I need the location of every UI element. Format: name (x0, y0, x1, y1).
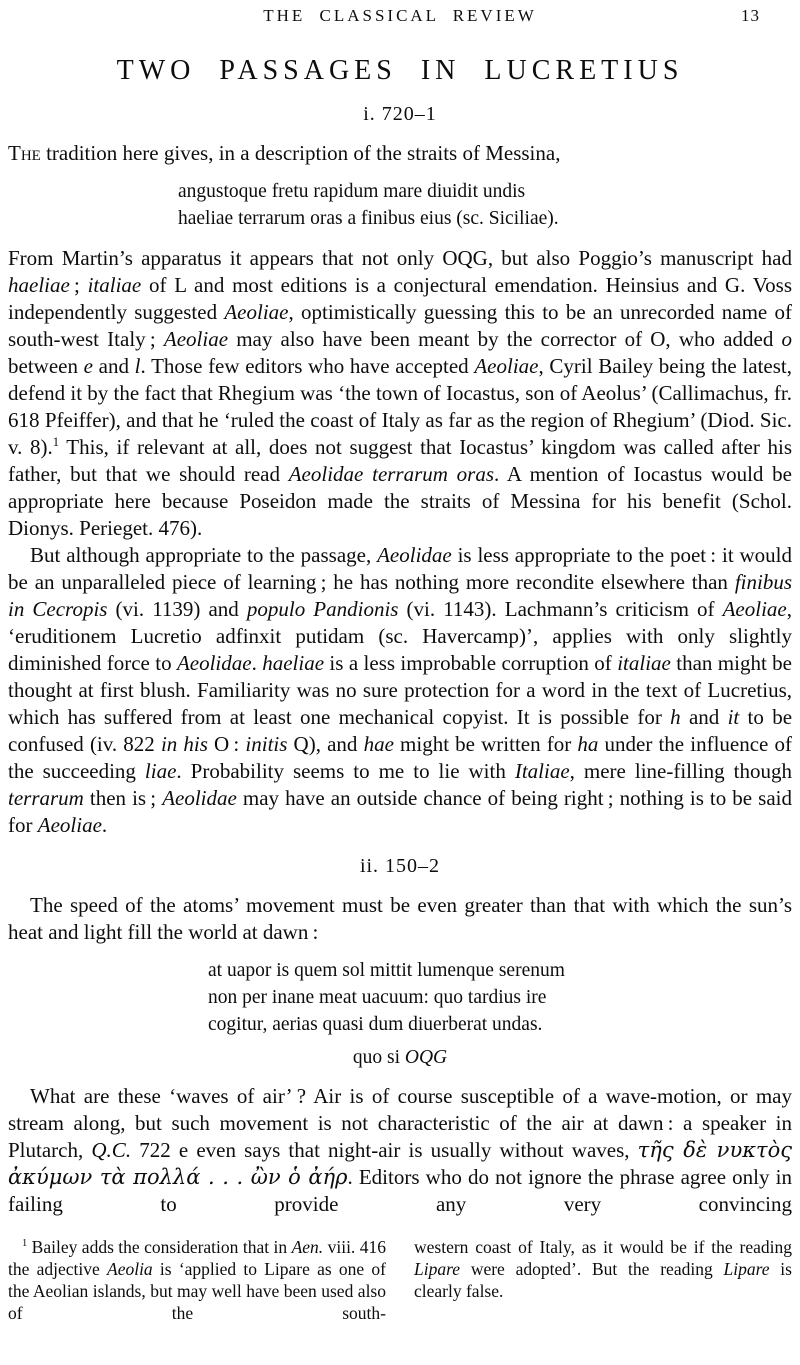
section-heading-ii: ii. 150–2 (359, 855, 441, 877)
section-heading-i: i. 720–1 (363, 103, 437, 125)
section-ii-paragraph-1: What are these ‘waves of air’ ? Air is of course susceptible of a wave-motion, or may stream along, but such movement is not characteristic of the air at dawn : a speaker in Plutarch, Q.C. 722 e even says that night-air is usually without waves, τῆς δὲ νυκτὸς ἀκύμων τὰ πολλά . . . ὢν ὁ ἀήρ. Editors who do not ignore the phrase agree only in failing to provide any very convincing (8, 1084, 793, 1216)
section-i-paragraph-2: But although appropriate to the passage, Aeolidae is less appropriate to the poet : it would be an unparalleled piece of learning ; he has nothing more recondite elsewhere than finibus in Cecropis (vi. 1139) and populo Pandionis (vi. 1143). Lachmann’s criticism of Aeoliae, ‘eruditionem Lucretio adfinxit putidam (sc. Havercamp)’, applies with only slightly diminished force to Aeolidae. haeliae is a less improbable corruption of italiae than might be thought at first blush. Familiarity was no sure protection for a word in the text of Lucretius, which has suffered from at least one mechanical copyist. It is possible for h and it to be confused (iv. 822 in his O : initis Q), and hae might be written for ha under the influence of the succeeding liae. Probability seems to me to lie with Italiae, mere line-filling though terrarum then is ; Aeolidae may have an outside chance of being right ; nothing is to be said for Aeoliae. (8, 543, 793, 837)
footnote-column-left: $^1$ Bailey adds the consideration that in Aen. viii. 416 the adjective Aeolia is ‘applied to Lipare as one of the Aeolian islands, but may well have been used also of the south- (8, 1237, 386, 1323)
verse-line: haeliae terrarum oras a finibus eius (sc. Siciliae). (178, 208, 559, 229)
footnote-column-right: western coast of Italy, as it would be if the reading Lipare were adopted’. But the reading Lipare is clearly false. (414, 1237, 792, 1301)
latin-quotation-ii (208, 957, 792, 1038)
apparatus-note: quo si OQG (352, 1047, 448, 1068)
verse-line: non per inane meat uacuum: quo tardius ire (208, 987, 547, 1008)
section-ii-intro: The speed of the atoms’ movement must be even greater than that with which the sun’s heat and light fill the world at dawn : (8, 893, 792, 944)
page-number: 13 (741, 6, 760, 25)
latin-quotation-i (178, 178, 792, 232)
footnotes (8, 1236, 792, 1324)
article-title: TWO PASSAGES IN LUCRETIUS (116, 55, 684, 86)
verse-line: angustoque fretu rapidum mare diuidit undis (178, 181, 526, 202)
journal-title: THE CLASSICAL REVIEW (263, 6, 537, 25)
section-i-intro: The tradition here gives, in a description of the straits of Messina, (8, 141, 561, 165)
verse-line: at uapor is quem sol mittit lumenque serenum (208, 960, 565, 981)
running-head (8, 6, 792, 28)
section-i-paragraph-1: From Martin’s apparatus it appears that not only OQG, but also Poggio’s manuscript had haeliae ; italiae of L and most editions is a conjectural emendation. Heinsius and G. Voss independently suggested Aeoliae, optimistically guessing this to be an unrecorded name of south-west Italy ; Aeoliae may also have been meant by the corrector of O, who added o between e and l. Those few editors who have accepted Aeoliae, Cyril Bailey being the latest, defend it by the fact that Rhegium was ‘the town of Iocastus, son of Aeolus’ (Callimachus, fr. 618 Pfeiffer), and that he ‘ruled the coast of Italy as far as the region of Rhegium’ (Diod. Sic. v. 8).$^1$ This, if relevant at all, does not suggest that Iocastus’ kingdom was called after his father, but that we should read Aeolidae terrarum oras. A mention of Iocastus would be appropriate here because Poseidon made the straits of Messina for his benefit (Schol. Dionys. Perieget. 476). (8, 246, 793, 540)
verse-line: cogitur, aerias quasi dum diuerberat undas. (208, 1014, 543, 1035)
